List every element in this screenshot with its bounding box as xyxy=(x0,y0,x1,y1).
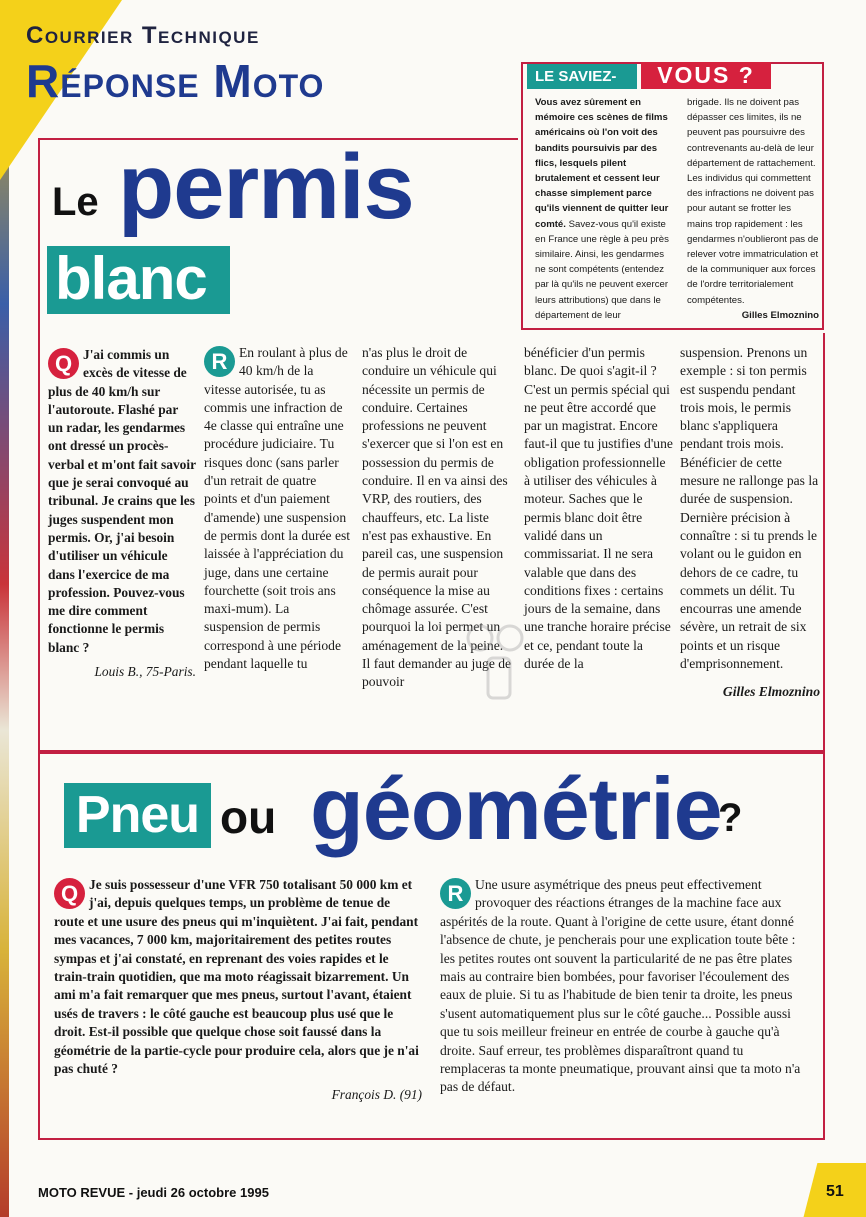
article2-title-question-mark: ? xyxy=(718,796,743,840)
sidebox-body-text-2: brigade. Ils ne doivent pas dépasser ces limites, ils ne peuvent pas poursuivre des contrevenants au-delà de leur département de rattachement. Les individus qui commettent des infractions ne doivent pas pour autant se frotter les mains trop rapidement : les gendarmes n'oublieront pas de relever votre immatriculation et de la communiquer aux forces de l'ordre territorialement compétentes. xyxy=(687,97,819,306)
article2-title-geometrie: géométrie xyxy=(310,759,722,858)
article1-answer-column-3 xyxy=(524,344,674,673)
article2-title-pneu: Pneu xyxy=(64,783,211,848)
left-edge-band xyxy=(0,0,9,1217)
article1-answer-text-2: n'as plus le droit de conduire un véhicule qui nécessite un permis de conduire. Certaines professions ne peuvent s'exercer que si l'on est en possession du permis de conduire. Il en va ainsi des VRP, des routiers, des chauffeurs, etc. La liste n'est pas exhaustive. En pareil cas, une suspension de permis aurait pour conséquence la mise au chômage assurée. C'est pourquoi la loi permet un aménagement de la peine. Il faut demander au juge de pouvoir xyxy=(362,345,512,690)
article2-question-author: François D. (91) xyxy=(331,1087,422,1103)
article1-answer-column-1 xyxy=(204,344,352,673)
answer-drop-cap-2: R xyxy=(440,878,471,909)
section-label: Courrier Technique xyxy=(26,22,260,49)
article1-title-blanc: blanc xyxy=(47,246,230,314)
article1-answer-author: Gilles Elmoznino xyxy=(722,684,820,700)
article1-answer-text-4: suspension. Prenons un exemple : si ton permis est suspendu pendant trois mois, le permis blanc s'appliquera pendant trois mois. Bénéficier de cette mesure ne rallonge pas la durée de suspension. Dernière précision à connaître : si tu prends le volant ou le guidon en dehors de ce cadre, tu commets un délit. Tu encourras une amende sévère, un retrait de six points et un risque d'emprisonnement. xyxy=(680,345,819,672)
sidebox-signature: Gilles Elmoznino xyxy=(741,309,819,321)
question-drop-cap: Q xyxy=(48,348,79,379)
article1-question-text: J'ai commis un excès de vitesse de plus de 40 km/h sur l'autoroute. Flashé par un radar, les gendarmes ont dressé un procès-verbal et m'ont fait savoir que je serai convoqué au tribunal. Je crains que les juges suspendent mon permis. Or, j'ai besoin d'utiliser un véhicule dans l'exercice de ma profession. Pouvez-vous me dire comment fonctionne le permis blanc ? xyxy=(48,347,196,655)
sidebox-title-part2: VOUS ? xyxy=(641,62,771,89)
article1-answer-column-4 xyxy=(680,344,820,702)
article1-answer-text-3: bénéficier d'un permis blanc. De quoi s'agit-il ? C'est un permis spécial qui ne peut être accordé que par un magistrat. Encore faut-il que tu justifies d'une obligation professionnelle à utiliser des véhicules à moteur. Saches que le permis blanc doit être validé dans un commissariat. Il ne sera valable que dans des conditions fixes : certains jours de la semaine, dans une tranche horaire précise et ce, pendant toute la durée de la xyxy=(524,345,673,672)
sidebox-title-part1: LE SAVIEZ- xyxy=(527,64,637,89)
footer-publication: MOTO REVUE - jeudi 26 octobre 1995 xyxy=(38,1185,269,1200)
question-drop-cap-2: Q xyxy=(54,878,85,909)
sidebox-body-text: Savez-vous qu'il existe en France une règle à peu près similaire. Ainsi, les gendarmes ne sont compétents (entendez par là qu'ils ne peuvent exercer leurs attributions) que dans le département de leur xyxy=(535,218,669,321)
article1-title-permis: permis xyxy=(118,136,414,238)
article2-answer xyxy=(440,876,802,1097)
did-you-know-box xyxy=(521,62,824,330)
answer-drop-cap: R xyxy=(204,346,235,377)
article2-title-ou: ou xyxy=(220,791,277,843)
article2-question-text: Je suis possesseur d'une VFR 750 totalisant 50 000 km et j'ai, depuis quelques temps, un problème de tenue de route et une usure des pneus qui m'inquiètent. J'ai fait, pendant mes vacances, 7 000 km, majoritairement des petites routes sympas et j'ai constaté, en reprenant des voies rapides et le train-train quotidien, que ma moto réagissait bizarrement. Un ami m'a fait remarquer que mes pneus, surtout l'avant, étaient usés de travers : le côté gauche est beaucoup plus usé que le droit. Est-il possible que quelque chose soit faussé dans la géométrie de la partie-cycle pour produire cela, alors que je n'ai pas chuté ? xyxy=(54,877,419,1077)
page-number: 51 xyxy=(826,1183,844,1200)
sidebox-column-2 xyxy=(687,95,819,323)
sidebox-column-1 xyxy=(535,95,675,323)
brand-title: Réponse Moto xyxy=(26,55,325,107)
article1-question-author: Louis B., 75-Paris. xyxy=(94,664,196,680)
article1-title-le: Le xyxy=(52,180,99,224)
sidebox-lead-text: Vous avez sûrement en mémoire ces scènes de films américains où l'on voit des bandits poursuivis par des flics, lesquels pilent brutalement et cessent leur chasse simplement parce qu'ils viennent de quitter leur comté. xyxy=(535,97,669,230)
article1-question xyxy=(48,346,196,681)
article1-answer-text-1: En roulant à plus de 40 km/h de la vitesse autorisée, tu as commis une infraction de 4e classe qui entraîne une procédure judiciaire. Tu risques donc (sans parler d'un retrait de quatre points et d'un paiement d'amende) une suspension de permis dont la durée est laissée à l'appréciation du juge, dans une certaine fourchette (soit trois ans maxi-mum). La suspension de permis correspond à une période pendant laquelle tu xyxy=(204,345,351,672)
article2-answer-text: Une usure asymétrique des pneus peut effectivement provoquer des réactions étranges de la machine face aux aspérités de la route. Quant à l'origine de cette usure, étant donné l'absence de chute, je pencherais pour une explication toute bête : les petites routes ont souvent la particularité de ne pas être plates mais au contraire bien bombées, pour favoriser l'écoulement des eaux de pluie. Si tu as l'habitude de bien tenir ta droite, les pneus s'usent automatiquement plus sur le côté gauche... Possible aussi que tu sois meilleur freineur en entrée de courbe à gauche qu'à droite. Sauf erreur, tes problèmes disparaîtront quand tu remplaceras ta monte pneumatique, prouvant ainsi que ta moto n'a pas de défaut. xyxy=(440,877,801,1095)
article2-question xyxy=(54,876,422,1105)
watermark-logo xyxy=(458,618,538,708)
